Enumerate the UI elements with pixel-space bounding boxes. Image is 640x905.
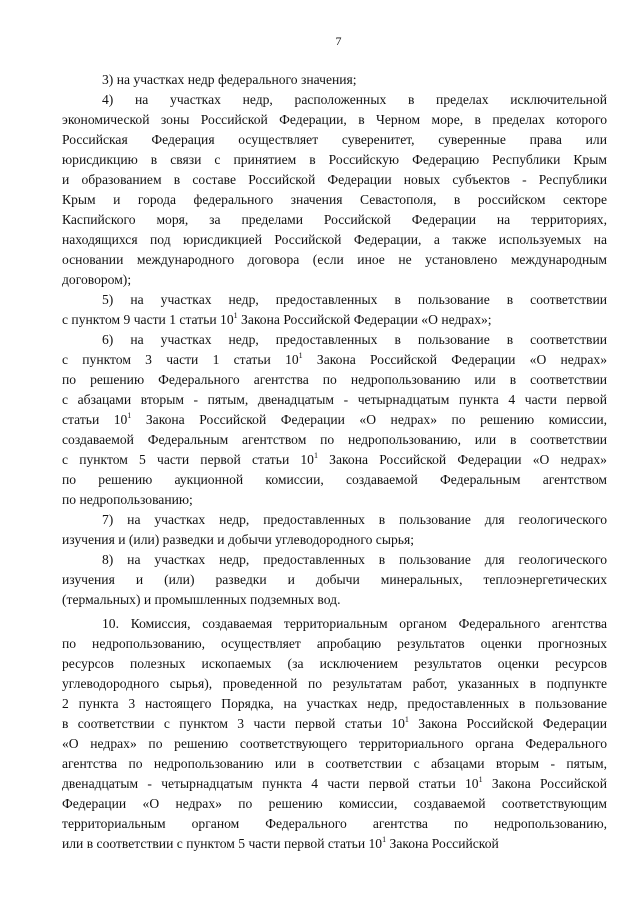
superscript-mark: 1 [478,775,483,784]
text-line: Федерации «О недрах» по решению комиссии, создаваемой соответствующим [62,796,607,811]
text-line: 10. Комиссия, создаваемая территориальным органом Федерального агентства [102,616,607,631]
text-line: 8) на участках недр, предоставленных в пользование для геологического [102,552,607,567]
text-line: изучения и (или) разведки и добычи углеводородного сырья; [62,532,414,547]
document-body [62,70,607,854]
text-line: агентства по недропользованию или в соответствии с абзацами вторым - пятым, [62,756,607,771]
text-line: основании международного договора (если иное не установлено международным [62,252,607,267]
text-line: статьи $10^1$ Закона Российской Федерации «О недрах» по решению комиссии, [62,411,607,427]
paragraph-item-6 [62,330,607,510]
text-line: ресурсов полезных ископаемых (за исключением результатов оценки ресурсов [62,656,607,671]
text-line: юрисдикцию в связи с принятием в Российскую Федерацию Республики Крым [62,152,607,167]
text-line: 7) на участках недр, предоставленных в пользование для геологического [102,512,607,527]
text-line: и образованием в составе Российской Федерации новых субъектов - Республики [62,172,607,187]
text-line: по решению аукционной комиссии, создаваемой Федеральным агентством [62,472,607,487]
paragraph-item-10 [62,614,607,854]
text-line: Крым и города федерального значения Севастополя, в российском секторе [62,192,607,207]
text-line: 6) на участках недр, предоставленных в пользование в соответствии [102,332,607,347]
text-line: с пунктом 5 части первой статьи $10^1$ Закона Российской Федерации «О недрах» [62,451,607,467]
paragraph-item-8 [62,550,607,610]
text-line: Российская Федерация осуществляет суверенитет, суверенные права или [62,132,607,147]
text-line: с пунктом 3 части 1 статьи $10^1$ Закона Российской Федерации «О недрах» [62,351,607,367]
text-line: изучения и (или) разведки и добычи минеральных, теплоэнергетических [62,572,607,587]
text-line: с абзацами вторым - пятым, двенадцатым - четырнадцатым пункта 4 части первой [62,392,607,407]
superscript-mark: 1 [404,715,409,724]
text-line: с пунктом 9 части 1 статьи $10^1$ Закона Российской Федерации «О недрах»; [62,311,492,327]
text-line: территориальным органом Федерального агентства по недропользованию, [62,816,607,831]
text-line: 2 пункта 3 настоящего Порядка, на участках недр, предоставленных в пользование [62,696,607,711]
superscript-mark: 1 [127,411,132,420]
text-line: экономической зоны Российской Федерации, в Черном море, в пределах которого [62,112,607,127]
text-line: (термальных) и промышленных подземных вод. [62,592,341,607]
superscript-mark: 1 [313,451,318,460]
superscript-mark: 1 [298,351,303,360]
superscript-mark: 1 [382,835,387,844]
text-line: 5) на участках недр, предоставленных в пользование в соответствии [102,292,607,307]
text-line: по решению Федерального агентства по недропользованию или в соответствии [62,372,607,387]
text-line: 4) на участках недр, расположенных в пределах исключительной [102,92,607,107]
text-line: по недропользованию, осуществляет апробацию результатов оценки прогнозных [62,636,607,651]
text-line: договором); [62,272,132,287]
page-number: 7 [335,34,342,48]
text-line: Каспийского моря, за пределами Российской Федерации на территориях, [62,212,607,227]
text-line: находящихся под юрисдикцией Российской Федерации, а также используемых на [62,232,607,247]
superscript-mark: 1 [233,311,238,320]
paragraph-item-3 [62,70,607,90]
paragraph-item-4 [62,90,607,290]
paragraph-item-7 [62,510,607,550]
paragraph-item-5 [62,290,607,330]
text-line: в соответствии с пунктом 3 части первой статьи $10^1$ Закона Российской Федерации [62,715,608,731]
text-line: или в соответствии с пунктом 5 части первой статьи $10^1$ Закона Российской [62,835,499,851]
text-line: углеводородного сырья), проведенной по результатам работ, указанных в подпункте [62,676,607,691]
text-line: по недропользованию; [62,492,193,507]
text-line: 3) на участках недр федерального значения; [102,72,357,87]
text-line: «О недрах» по решению соответствующего территориального органа Федерального [62,736,607,751]
text-line: двенадцатым - четырнадцатым пункта 4 части первой статьи $10^1$ Закона Российской [62,775,608,791]
text-line: создаваемой Федеральным агентством по недропользованию, или в соответствии [62,432,607,447]
